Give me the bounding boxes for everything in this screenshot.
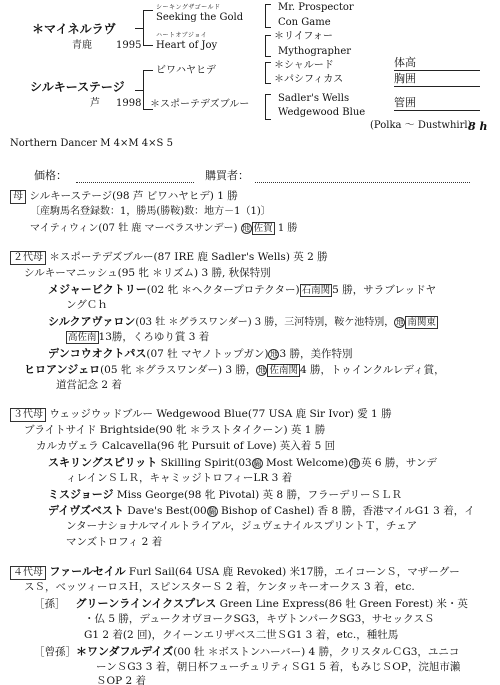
section-label: ３代母	[10, 408, 46, 422]
section-line: ーンＳG3 3 着，朝日杯フューチュリティＳG1 5 着，もみじＳOP，浣旭市瀨	[96, 661, 461, 673]
section-line: シルキーステージ(98 芦 ビワハヤヒデ) 1 勝	[29, 190, 238, 202]
horse-name: スキリングスピリット	[48, 456, 158, 469]
section-line: ンターナショナルマイルトライアル，ジュヴェナイルスプリントＴ，チェア	[66, 520, 418, 532]
field-height: 体高	[394, 56, 416, 69]
region-badge: 石南関	[301, 285, 331, 296]
local-badge: 地	[350, 459, 359, 468]
local-badge: 地	[242, 224, 251, 233]
section-line: Green Line Express(86 牡 Green Forest) 米・英	[216, 598, 468, 610]
region-badge: 佐賀	[253, 223, 273, 234]
sire-sire-name: Seeking the Gold	[156, 12, 244, 23]
dam-dam-name: ＊スポーテデズブルー	[150, 99, 250, 110]
section-line: Most Welcome)	[262, 457, 349, 469]
section-prefix: ［曾孫］	[34, 646, 76, 658]
section-line: G1 2 着(2 回)，クイーンエリザベス二世ＳG1 3 着，etc.，種牡馬	[84, 629, 399, 641]
sire-dam-name: Heart of Joy	[156, 40, 218, 51]
section-line: スＳ，ベッツィーロスＨ，スピンスターＳ 2 着，ケンタッキーオークス 3 着，etc.	[24, 581, 415, 593]
local-badge: 地	[395, 318, 404, 327]
section-line: 5 勝，サラブレッドヤ	[332, 284, 437, 296]
section-line: ・仏 5 勝，デュークオヴヨークSG3，キヴトンパークSG3，サセックスＳ	[84, 613, 435, 625]
section-line: 4 勝，トゥインクルレディ賞，	[299, 364, 445, 376]
sire-origin: 青鹿	[72, 40, 92, 51]
dam-name: シルキーステージ	[30, 80, 125, 94]
horse-name: ファールセイル	[49, 565, 126, 578]
horse-name: シルクアヴァロン	[48, 315, 136, 328]
field-cannon: 管囲	[394, 96, 416, 109]
sire-sire-kana: シーキングザゴールド	[156, 4, 221, 11]
price-label: 価格：	[34, 169, 67, 182]
section-label: ２代母	[10, 251, 46, 265]
gelding-badge: 騸	[208, 507, 217, 516]
section-line: 3 勝，美作特別	[279, 348, 353, 360]
g3-2: Con Game	[278, 17, 331, 28]
section-line: ウェッジウッドブルー Wedgewood Blue(77 USA 鹿 Sir Ivor) 愛 1 勝	[49, 408, 392, 420]
section-label: ４代母	[10, 566, 46, 580]
horse-name: デイヴズベスト	[48, 504, 124, 517]
dam-year: 1998	[116, 98, 142, 109]
horse-name: グリーンラインイクスプレス	[75, 597, 217, 610]
inbreeding-note: Northern Dancer M 4×M 4×S 5	[10, 138, 173, 149]
section-line: (03 牡 ＊グラスワンダー) 3 勝，三河特別，鞍ケ池特別，	[135, 317, 395, 328]
sire-year: 1995	[116, 40, 142, 51]
section-line: マイティウィン(07 牡 鹿 マーベラスサンデー)	[30, 223, 238, 234]
section-line: Dave's Best(00	[123, 505, 207, 517]
region-badge: 南関東	[407, 317, 436, 328]
sire-name: ＊マイネルラヴ	[32, 22, 116, 36]
section-prefix: ［孫］	[34, 598, 66, 610]
gelding-badge: 騸	[253, 459, 262, 468]
region-badge: 高佐南	[68, 332, 97, 343]
section-line: 13勝，くろゆり賞 3 着	[98, 331, 210, 343]
section-line: カルカヴェラ Calcavella(96 牝 Pursuit of Love) 英入着 5 回	[36, 440, 336, 452]
horse-name: ヒロアンジェロ	[24, 363, 101, 376]
section-label: 母	[10, 190, 26, 204]
horse-name: デンコウオクトパス	[48, 347, 147, 360]
section-line: (02 牝 ＊ヘクタープロテクター)	[146, 284, 300, 296]
section-line: ＳOP 2 着	[96, 675, 147, 685]
section-line: Skilling Spirit(03	[157, 457, 252, 469]
local-badge: 地	[269, 350, 278, 359]
buyer-label: 購買者：	[205, 169, 249, 182]
section-line: ィレインＳＬＲ，キャミッジトロフィーLR 3 着	[66, 472, 293, 484]
g3-3: ＊リイフォー	[274, 31, 333, 42]
section-line: 1 勝	[277, 223, 298, 234]
region-badge: 佐南関	[269, 365, 298, 376]
horse-name: ＊ワンダフルデイズ	[76, 645, 174, 658]
section-line: (07 牡 マヤノトップガン)	[146, 348, 269, 360]
section-line: ブライトサイド Brightside(90 牝 ＊ラストタイクーン) 英 1 勝	[24, 424, 326, 436]
section-line: シルキーマニッシュ(95 牝 ＊リズム) 3 勝, 秋保特別	[24, 267, 271, 279]
section-line: 道営記念 2 着	[56, 379, 122, 391]
g3-7: Sadler's Wells	[278, 93, 350, 104]
section-line: (05 牝 ＊グラスワンダー) 3 勝，	[100, 364, 257, 376]
g3-4: Mythographer	[278, 46, 352, 57]
horse-name: ミスジョージ	[48, 488, 114, 501]
field-chest: 胸囲	[394, 72, 416, 85]
horse-name: メジャービクトリー	[48, 283, 147, 296]
g3-6: ＊パシフィカス	[274, 74, 344, 85]
section-line: (00 牡 ＊ボストンハーバー) 4 勝，クリスタルＣG3，ユニコ	[173, 646, 460, 658]
section-line: 英 6 勝，サンデ	[361, 457, 437, 469]
section-line: Furl Sail(64 USA 鹿 Revoked) 米17勝，エイコーンＳ，マザーグー	[125, 566, 460, 578]
section-line: ＊スポーテデズブルー(87 IRE 鹿 Sadler's Wells) 英 2 勝	[49, 251, 328, 263]
section-line: Bishop of Cashel) 香 8 勝，香港マイルG1 3 着，イ	[217, 505, 475, 517]
g3-1: Mr. Prospector	[278, 2, 354, 13]
sire-dam-kana: ハートオブジョイ	[156, 32, 208, 39]
g3-5: ＊シャルード	[274, 60, 334, 71]
g3-8: Wedgewood Blue	[278, 107, 366, 118]
dam-sire-name: ビワハヤヒデ	[156, 65, 216, 76]
family-number: 8 h	[468, 120, 488, 133]
section-line: Miss George(98 牝 Pivotal) 英 8 勝，フラーデリーＳＬＲ	[113, 489, 402, 501]
dam-origin: 芦	[90, 98, 100, 109]
section-line: ングＣｈ	[66, 299, 108, 311]
polka-note: (Polka ～ Dustwhirl)	[370, 120, 472, 131]
local-badge: 地	[257, 366, 266, 375]
section-line: 〔産駒馬名登録数：1，勝馬(勝鞍)数：地方－1（1)〕	[30, 206, 271, 217]
section-line: マンズトロフィ 2 着	[66, 536, 163, 548]
